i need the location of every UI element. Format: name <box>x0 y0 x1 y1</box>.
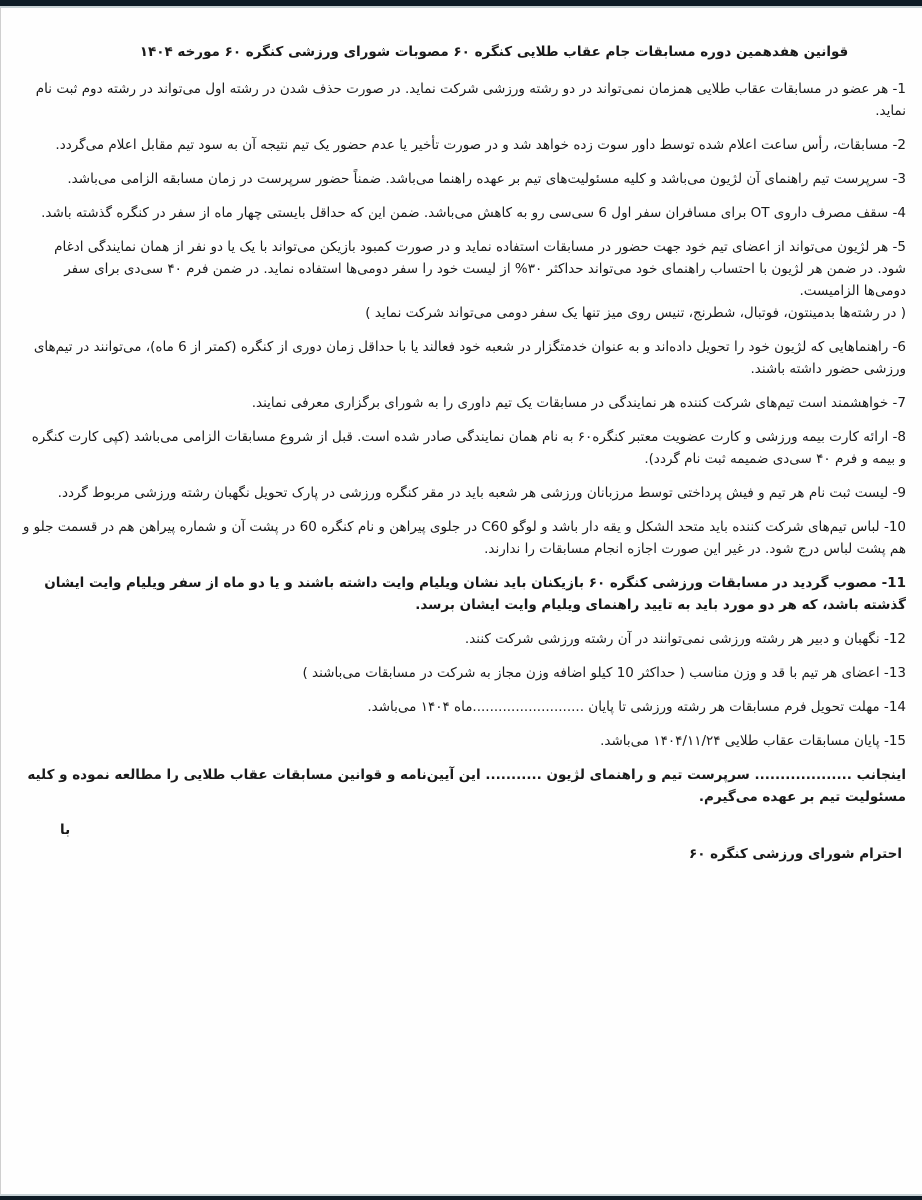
bottom-frame-bar <box>0 1196 922 1200</box>
rule-5 <box>22 236 906 324</box>
rule-3: 3- سرپرست تیم راهنمای آن لژیون می‌باشد و کلیه مسئولیت‌های تیم بر عهده راهنما می‌باشد. ضمناً حضور سرپرست در زمان مسابقه الزامی می‌باشد. <box>67 171 906 187</box>
rule-9: 9- لیست ثبت نام هر تیم و فیش پرداختی توسط مرزبانان ورزشی هر شعبه باید در مقر کنگره ورزشی در پارک تحویل نگهبان رشته ورزشی مربوط گردد. <box>57 485 906 501</box>
rule-7: 7- خواهشمند است تیم‌های شرکت کننده هر نمایندگی در مسابقات یک تیم داوری را به شورای برگزاری معرفی نمایند. <box>251 395 906 411</box>
rule-13: 13- اعضای هر تیم با قد و وزن مناسب ( حداکثر 10 کیلو اضافه وزن مجاز به شرکت در مسابقات می‌باشند ) <box>302 665 906 681</box>
rule-6: 6- راهنماهایی که لژیون خود را تحویل داده‌اند و به عنوان خدمتگزار در شعبه خود فعالند یا با حداقل زمان دوری از کنگره (کمتر از 6 ماه)، می‌توانند در تیم‌های ورزشی حضور داشته باشند. <box>33 339 906 377</box>
rule-1: 1- هر عضو در مسابقات عقاب طلایی همزمان نمی‌تواند در دو رشته ورزشی شرکت نماید. در صورت حذف شدن در رشته اول می‌تواند در رشته دوم ثبت نام نماید. <box>35 81 906 119</box>
closing-regards: احترام شورای ورزشی کنگره ۶۰ <box>688 846 902 862</box>
rule-5-text: 5- هر لژیون می‌تواند از اعضای تیم خود جهت حضور در مسابقات استفاده نماید و در صورت کمبود بازیکن می‌تواند با یک یا دو نفر از همان نمایندگی ادغام شود. در ضمن هر لژیون با احتساب راهنمای خود می‌تواند حداکثر ۳۰% از لیست خود را سفر دومی‌ها استفاده نماید. در ضمن فرم ۴۰ سی‌دی برای سفر دومی‌ها الزامیست. <box>54 239 906 299</box>
with-word: با <box>60 822 71 838</box>
rule-12: 12- نگهبان و دبیر هر رشته ورزشی نمی‌توانند در آن رشته ورزشی شرکت کنند. <box>464 631 906 647</box>
rule-2: 2- مسابقات، رأس ساعت اعلام شده توسط داور سوت زده خواهد شد و در صورت تأخیر یا عدم حضور یک تیم نتیجه آن به سود تیم مقابل اعلام می‌گردد. <box>55 137 906 153</box>
rule-11: 11- مصوب گردید در مسابقات ورزشی کنگره ۶۰ بازیکنان باید نشان ویلیام وایت داشته باشند و یا دو ماه از سفر ویلیام وایت ایشان گذشته باشد، که هر دو مورد باید به تایید راهنمای ویلیام وایت ایشان برسد. <box>44 575 906 613</box>
rule-14: 14- مهلت تحویل فرم مسابقات هر رشته ورزشی تا پایان ..........................ماه ۱۴۰۴ می‌باشد. <box>367 699 906 715</box>
document-page <box>22 34 906 862</box>
document-title: قوانین هفدهمین دوره مسابقات جام عقاب طلایی کنگره ۶۰ مصوبات شورای ورزشی کنگره ۶۰ مورخه ۱۴۰۴ <box>139 44 849 60</box>
rule-15: 15- پایان مسابقات عقاب طلایی ۱۴۰۴/۱۱/۲۴ می‌باشد. <box>600 733 906 749</box>
rule-4: 4- سقف مصرف داروی OT برای مسافران سفر اول 6 سی‌سی رو به کاهش می‌باشد. ضمن این که حداقل بایستی چهار ماه از سفر در کنگره گذشته باشد. <box>41 205 906 221</box>
left-page-edge <box>0 8 1 1194</box>
rule-10: 10- لباس تیم‌های شرکت کننده باید متحد الشکل و یقه دار باشد و لوگو C60 در جلوی پیراهن و نام کنگره 60 در پشت آن و شماره پیراهن هم در قسمت جلو و هم پشت لباس درج شود. در غیر این صورت اجازه انجام مسابقات را ندارند. <box>22 519 906 557</box>
declaration-statement: اینجانب ................... سرپرست تیم و راهنمای لژیون ........... این آیین‌نامه و قوانین مسابقات عقاب طلایی را مطالعه نموده و کلیه مسئولیت تیم بر عهده می‌گیرم. <box>27 767 906 805</box>
rule-8: 8- ارائه کارت بیمه ورزشی و کارت عضویت معتبر کنگره۶۰ به نام همان نمایندگی صادر شده است. قبل از شروع مسابقات الزامی می‌باشد (کپی کارت کنگره و بیمه و فرم ۴۰ سی‌دی ضمیمه ثبت نام گردد). <box>31 429 906 467</box>
top-frame-divider <box>0 6 922 8</box>
rule-5-note: ( در رشته‌ها بدمینتون، فوتبال، شطرنج، تنیس روی میز تنها یک سفر دومی می‌تواند شرکت نماید ) <box>365 305 906 321</box>
